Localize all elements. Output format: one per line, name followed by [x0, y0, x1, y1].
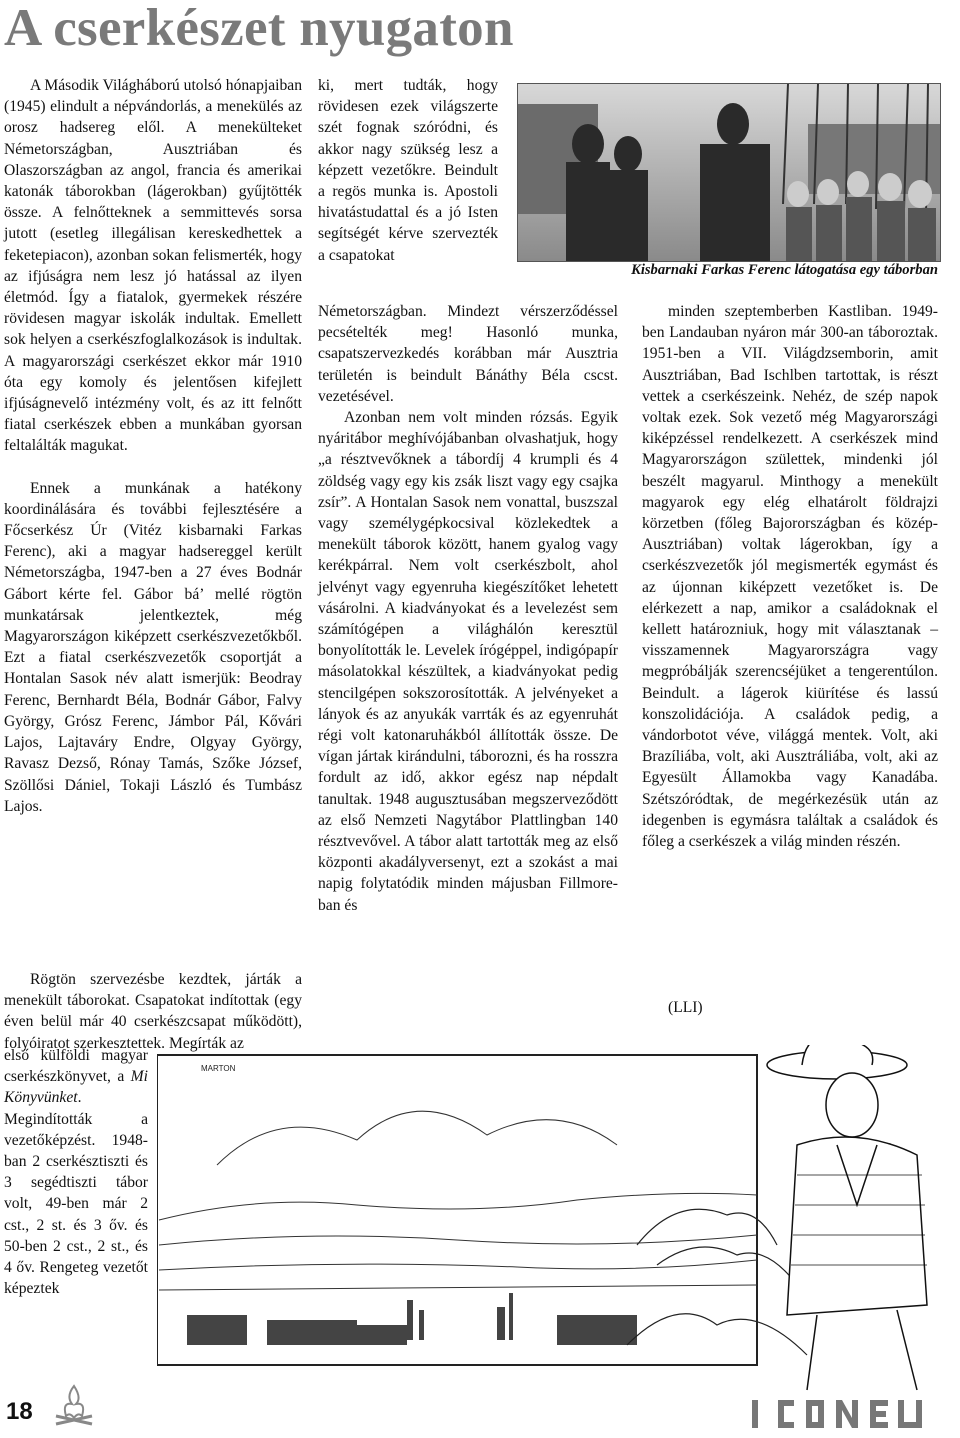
- paragraph: A Második Világháború utolsó hónapjaiban (1945) elindult a népvándorlás, a menekülés az orosz hadsereg elől. A menekülteket Németországban, Ausztriában és Olaszországban az angol, francia és amerikai katonák táborokban (lágerokban) gyűjtötték össze. A felnőtteknek a semmittevés sorsa jutott (esetleg illegálisan kereskedhettek a feketepiacon), azonban sokan felismerték, hogy az ifjúságra nem lesz jó hatással az ilyen életmód. Így a fiatalok, gyermekek részére rövidesen magyar iskolák indultak. Emellett sok helyen a cserkészfoglalkozások is indultak. A magyarországi cserkészet ekkor már 1910 óta egy komoly és jelentősen kifejlett ifjúságnevelő intézmény volt, és az itt felnőtt fiatal cserkészek ebben a munkában gyorsan feltalálták magukat.: [4, 77, 302, 455]
- drawing-signature: MARTON: [201, 1064, 236, 1073]
- paragraph: minden szeptemberben Kastliban. 1949-ben Landauban nyáron már 300-an táboroztak. 1951-ben a VII. Világdzsemborin, amit Ausztriában, Bad Ischlben tartottak, is részt vettek a cserkészeink. Nehéz, de szép napok voltak ezek. Sok vezető még Magyarországi kiképzéssel rendelkezett. A cserkészek mind Magyarországon születtek, mindenki jól beszélt magyarul. Minthogy a menekült magyarok egy elég elhatárolt földrajzi körzetben (főleg Bajorországban és közép-Ausztriában) voltak lágerokban, így a cserkészvezetők jól megismerték egymást és az újonnan kiképzett vezetőket is. De elérkezett a nap, amikor a családoknak el kellett határozniuk, hogy mit választanak – visszamennek Magyarországra vagy megpróbálják szerencséjüket a tengerentúlon. Beindult. a lágerok kiürítése és lassú konszolidációja. A családok pedig, a vándorbotot véve, világgá mentek. Volt, aki Brazíliába, volt, aki Ausztráliába, volt, aki az Egyesült Államokba vagy Kanadába. Szétszóródtak, de megérkezésük után az idegenben is egymásra találtak a családok és főleg a cserkészek a világ minden részén.: [642, 303, 938, 851]
- article-column-1: [4, 75, 302, 817]
- magazine-logo: [748, 1392, 940, 1432]
- article-column-1-continued: [4, 969, 302, 1054]
- book-title: Mi Könyvünket: [4, 1068, 148, 1107]
- paragraph: Rögtön szervezésbe kezdtek, járták a menekült táborokat. Csapatokat indítottak (egy éven belül már 40 cserkészcsapat működött), folyóiratot szerkesztettek. Megírták az: [4, 971, 302, 1052]
- author-signature: (LLI): [668, 999, 703, 1016]
- text-segment: első külföldi magyar cserkészkönyvet, a: [4, 1047, 148, 1086]
- photo-caption: Kisbarnaki Farkas Ferenc látogatása egy táborban: [631, 262, 938, 278]
- photo-image: [517, 83, 941, 262]
- page-title: A cserkészet nyugaton: [4, 0, 514, 57]
- text-segment: . Megindították a vezetőképzést. 1948-ban 2 cserkésztiszti és 3 segédtiszti tábor volt, 49-ben már 2 cst., 2 st. és 3 őv. és 50-ben 2 cst., 2 st., és 4 őv. Rengeteg vezetőt képeztek: [4, 1089, 148, 1298]
- paragraph: Azonban nem volt minden rózsás. Egyik nyáritábor meghívójábanban olvashatjuk, hogy „a résztvevőknek a tábordíj 4 krumpli és 4 zöldség vagy egy kis zsák liszt vagy egy csajka zsír”. A Hontalan Sasok nem vonattal, buszszal vagy személygépkocsival közlekedtek a menekült táborok között, hanem gyalog vagy kerékpárral. Nem volt cserkészbolt, ahol jelvényt vagy egyenruha kiegészítőket lehetett vásárolni. A kiadványokat és a levelezést sem számítógépen a világhálón keresztül bonyolították le. Levelek írógéppel, indigópapír másolatokkal készültek, a kiadványokat pedig stencilgépen sokszorosították. A jelvényeket a lányok és az anyukák varrták és az egyenruhát régi volt katonaruhákból állították össze. De vígan jártak kirándulni, táborozni, és ha rosszra fordult az idő, akkor egész nap népdalt tanultak. 1948 augusztusában megszerveződött az első Nemzeti Nagytábor Plattlingban 140 résztvevővel. A tábor alatt tartották meg az első központi akadályversenyt, ezt a szokást a mai napig folytatódik minden májusban Fillmore-ban és: [318, 409, 618, 914]
- article-column-3: [642, 301, 938, 852]
- paragraph: Németországban. Mindezt vérszerződéssel pecsételték meg! Hasonló munka, csapatszervezkedés korábban már Ausztria területén is beindult Bánáthy Béla cscst. vezetésével.: [318, 303, 618, 405]
- page-number: 18: [6, 1398, 33, 1425]
- article-column-2: [318, 301, 618, 916]
- article-column-1-wrap: [4, 1045, 148, 1299]
- paragraph: ki, mert tudták, hogy rövidesen ezek világszerte szét fognak szóródni, és akkor nagy szükség lesz a képzett vezetőkre. Beindult a regös munka is. Apostoli hivatástudattal és a jó Isten segítségét kérve szervezték a csapatokat: [318, 77, 498, 264]
- scout-landscape-drawing: [157, 1045, 947, 1395]
- paragraph: [4, 1045, 148, 1299]
- article-column-2-top: [318, 75, 498, 266]
- paragraph: Ennek a munkának a hatékony koordinálására és további fejlesztésére a Főcserkész Úr (Vitéz kisbarnaki Farkas Ferenc), aki a magyar hadsereggel került Németországba, 1947-ben a 27 éves Bodnár Gábort kérte fel. Gábor bá’ mellé rögtön munkatársak jelentkeztek, még Magyarországon kiképzett cserkészvezetőkből. Ezt a fiatal cserkészvezetők csoportját a Hontalan Sasok név alatt ismerjük: Beodray Ferenc, Bernhardt Béla, Bodnár Gábor, Falvy György, Grósz Ferenc, Jámbor Pál, Kővári Lajos, Lajtaváry Endre, Olgyay György, Ravasz Dezső, Rónay Tamás, Szőke József, Szöllősi Dániel, Tokaji László és Tumbász Lajos.: [4, 479, 302, 815]
- campfire-icon: [48, 1382, 100, 1430]
